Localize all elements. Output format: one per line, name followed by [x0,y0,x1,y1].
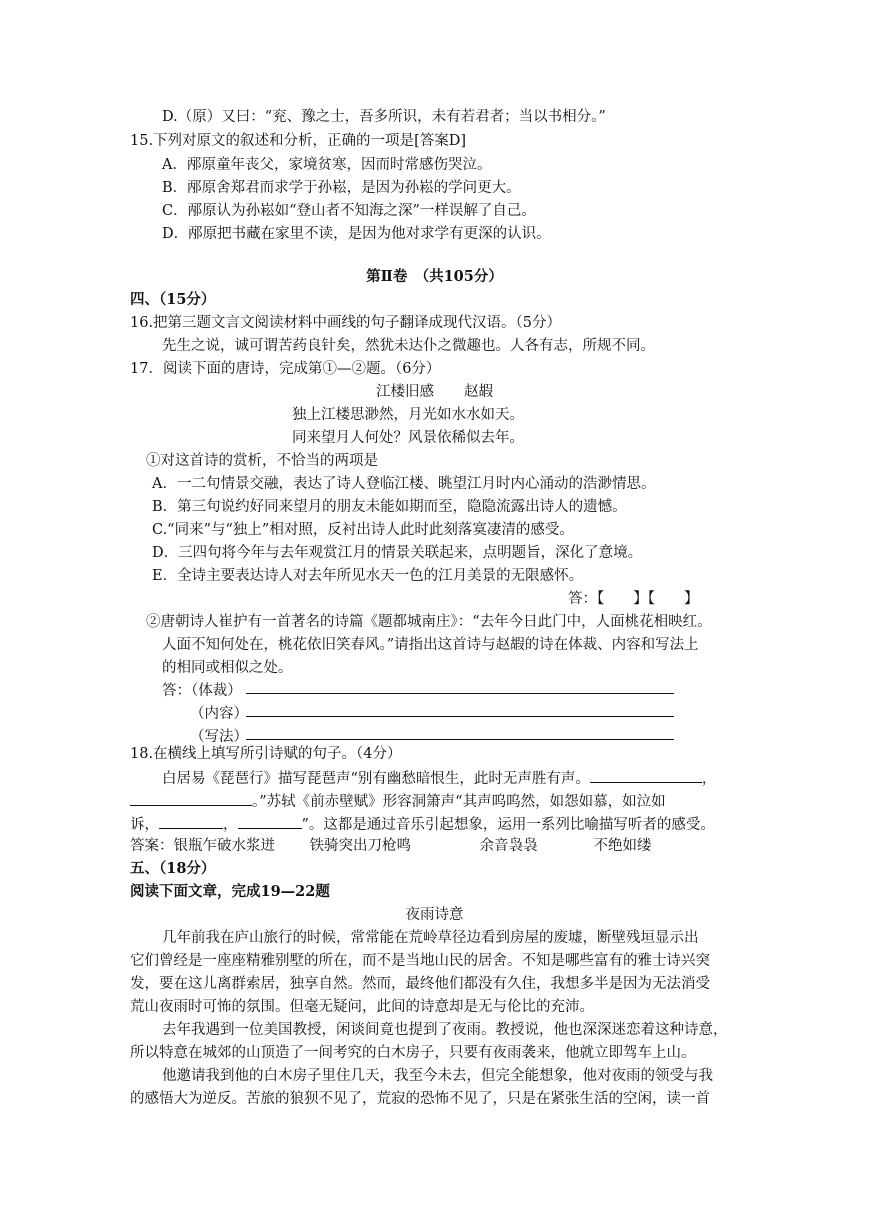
q14-option-d: D.（原）又曰：“兖、豫之士，吾多所识，未有若君者；当以书相分。” [162,109,606,125]
poem-author: 赵嘏 [464,384,493,400]
ans-label-content: （内容） [190,706,248,722]
ans-line-content[interactable] [246,716,674,717]
q18-answer-3: 余音袅袅 [479,838,538,854]
part5-heading: 五、（18分） [130,860,216,877]
q18-blank-3[interactable] [159,812,223,829]
q16-sentence: 先生之说，诚可谓苦药良针矣，然犹未达仆之微趣也。人各有志，所规不同。 [162,338,655,354]
q18-line-2 [130,789,666,811]
ans-line-method[interactable] [246,739,674,740]
ans-prefix: 答： [162,683,191,699]
q15-answer: [答案D] [414,133,467,149]
q15-stem-text: 15.下列对原文的叙述和分析，正确的一项是 [130,133,415,149]
section2-title: 第Ⅱ卷 （共105分） [366,268,503,285]
q18-line-3-end: ”。这都是通过音乐引起想象，运用一系列比喻描写听者的感受。 [301,817,715,833]
q18-answer-4: 不绝如缕 [593,838,652,854]
q18-line-1 [162,766,716,788]
q18-line-3-start: 诉， [130,817,159,833]
q17-option-b: B．第三句说约好同来望月的朋友未能如期而至，隐隐流露出诗人的遗憾。 [152,499,627,515]
q18-answers [130,835,730,857]
essay-p3-line-1: 他邀请我到他的白木房子里住几天，我至今未去，但完全能想象，他对夜雨的领受与我 [162,1068,713,1084]
q18-line-2-text: 。”苏轼《前赤壁赋》形容洞箫声“其声呜呜然，如怨如慕，如泣如 [252,794,666,810]
essay-p1-line-3: 发，要在这儿离群索居，独享自然。然而，最终他们都没有久住，我想多半是因为无法消受 [130,976,710,992]
poem-line-2: 同来望月人何处？风景依稀似去年。 [292,430,524,446]
q17-sub2-line-1: ②唐朝诗人崔护有一首著名的诗篇《题都城南庄》：“去年今日此门中，人面桃花相映红。 [146,614,712,630]
q18-answer-2: 铁骑突出刀枪鸣 [309,838,411,854]
q18-line-3 [130,812,715,834]
essay-p1-line-4: 荒山夜雨时可怖的氛围。但毫无疑问，此间的诗意却是无与伦比的充沛。 [130,999,594,1015]
essay-p3-line-2: 的感悟大为逆反。苦旅的狼狈不见了，荒寂的恐怖不见了，只是在紧张生活的空闲，读一首 [130,1091,710,1107]
essay-p1-line-2: 它们曾经是一座座精雅别墅的所在，而不是当地山民的居舍。不知是哪些富有的雅士诗兴突 [130,953,710,969]
q18-blank-4[interactable] [238,812,302,829]
ans-line-genre[interactable] [246,693,674,694]
poem-header [376,381,493,403]
q15-option-b: B．邴原舍郑君而求学于孙崧，是因为孙崧的学问更大。 [162,180,521,196]
q18-blank-2[interactable] [130,789,252,806]
q17-option-e: E．全诗主要表达诗人对去年所见水天一色的江月美景的无限感怀。 [152,568,584,584]
q17-stem: 17．阅读下面的唐诗，完成第①—②题。（6分） [130,361,441,377]
q18-blank-1[interactable] [590,766,702,783]
q17-ans-genre-label [162,680,242,702]
q18-answer-label: 答案： [130,838,174,854]
ans-label-genre: （体裁） [191,683,242,699]
part5-instruction: 阅读下面文章，完成19—22题 [130,883,330,900]
q18-answer-1: 银瓶乍破水浆迸 [173,838,275,854]
essay-p1-line-1: 几年前我在庐山旅行的时候，常常能在荒岭草径边看到房屋的废墟，断壁残垣显示出 [162,930,699,946]
q15-option-c: C．邴原认为孙崧如“登山者不知海之深”一样误解了自己。 [162,203,536,219]
q17-answer-box: 答：【 】【 】 [568,591,699,607]
q15-option-d: D．邴原把书藏在家里不读，是因为他对求学有更深的认识。 [162,226,551,242]
q17-sub2-line-2: 人面不知何处在，桃花依旧笑春风。”请指出这首诗与赵嘏的诗在体裁、内容和写法上 [162,637,699,653]
q18-line-3-comma: ， [223,817,238,833]
poem-line-1: 独上江楼思渺然，月光如水水如天。 [292,407,524,423]
essay-title: 夜雨诗意 [405,907,464,923]
q17-option-d: D．三四句将今年与去年观赏江月的情景关联起来，点明题旨，深化了意境。 [152,545,643,561]
q15-stem [130,130,466,152]
q15-option-a: A．邴原童年丧父，家境贫寒，因而时常感伤哭泣。 [162,157,492,173]
q17-option-a: A．一二句情景交融，表达了诗人登临江楼、眺望江月时内心涌动的浩渺情思。 [152,476,656,492]
q18-line-1-text: 白居易《琵琶行》描写琵琶声“别有幽愁暗恨生，此时无声胜有声。 [162,771,590,787]
ans-label-method: （写法） [190,729,248,745]
q17-option-c: C.“同来”与“独上”相对照，反衬出诗人此时此刻落寞凄清的感受。 [152,522,574,538]
q17-sub1-stem: ①对这首诗的赏析，不恰当的两项是 [146,453,378,469]
q18-line-1-end: ， [701,771,717,787]
part4-heading: 四、（15分） [130,291,216,308]
q18-stem: 18.在横线上填写所引诗赋的句子。（4分） [130,746,402,762]
essay-p2-line-1: 去年我遇到一位美国教授，闲谈间竟也提到了夜雨。教授说，他也深深迷恋着这种诗意， [162,1022,728,1038]
poem-title: 江楼旧感 [376,384,434,400]
essay-p2-line-2: 所以特意在城郊的山顶造了一间考究的白木房子，只要有夜雨袭来，他就立即驾车上山。 [130,1045,696,1061]
q16-stem: 16.把第三题文言文阅读材料中画线的句子翻译成现代汉语。（5分） [130,315,562,331]
q17-sub2-line-3: 的相同或相似之处。 [162,660,293,676]
